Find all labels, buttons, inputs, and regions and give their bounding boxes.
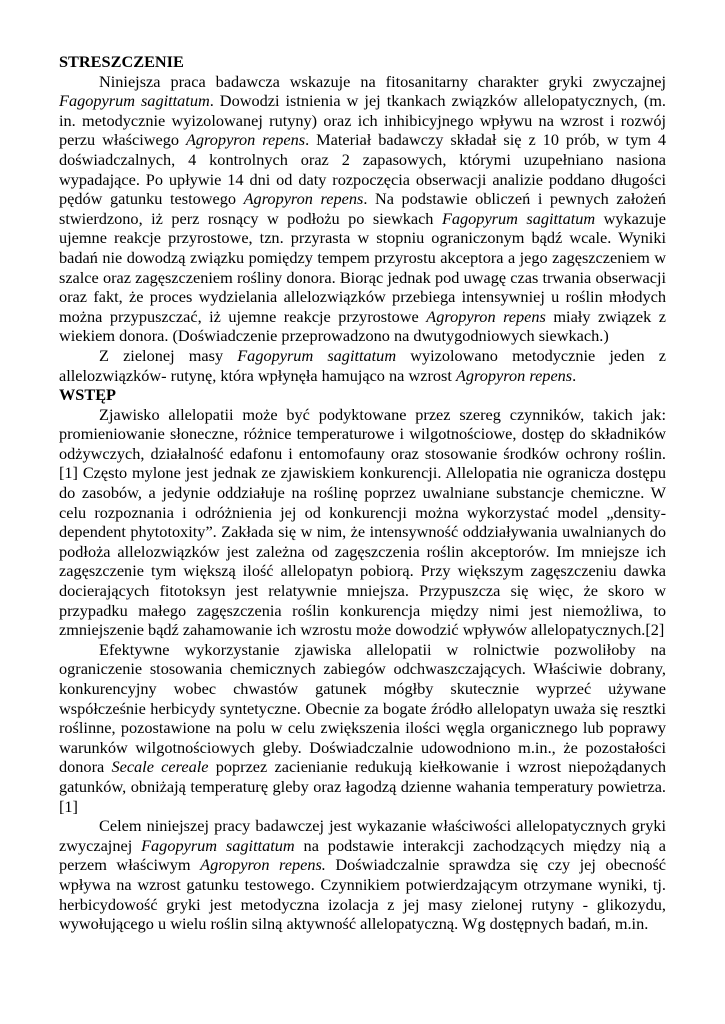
text-run: na podstawie interakcji zachodzących między nią a perzem właściwym xyxy=(59,835,666,875)
text-run: wykazuje ujemne reakcje przyrostowe, tzn. przyrasta w stopniu ograniczonym bądź wcale. Wyniki badań nie dowodzą związku pomiędzy tempem przyrostu akceptora a jego zagęszczeniem w szalce oraz zagęszczeniem rośliny donora. Biorąc jednak pod uwagę czas trwania obserwacji oraz fakt, że proces wydzielania allelozwiązków przebiega intensywniej u roślin młodych można przypuszczać, iż ujemne reakcje przyrostowe xyxy=(59,208,666,326)
species-name: Secale cereale xyxy=(111,757,209,777)
species-name: Agropyron repens xyxy=(243,189,364,209)
text-run: Z zielonej masy xyxy=(99,345,238,365)
text-run: . Dowodzi istnienia w jej tkankach związków allelopatycznych, (m. in. metodycznie wyizolowanej rutyny) oraz ich inhibicyjnego wpływu na wzrost i rozwój perzu właściwego xyxy=(59,91,666,150)
abstract-paragraph-1 xyxy=(59,72,666,346)
species-name: Fagopyrum sagittatum xyxy=(237,345,397,365)
species-name: Fagopyrum sagittatum xyxy=(59,91,210,111)
species-name: Agropyron repens xyxy=(185,130,306,150)
species-name: Agropyron repens xyxy=(426,306,546,326)
text-run: Niniejsza praca badawcza wskazuje na fitosanitarny charakter gryki zwyczajnej xyxy=(99,71,666,91)
text-run: miały związek z wiekiem donora. (Doświadczenie przeprowadzono na dwutygodniowych siewkach.) xyxy=(59,306,666,346)
text-run: Doświadczalnie sprawdza się czy jej obecność wpływa na wzrost gatunku testowego. Czynnikiem potwierdzającym otrzymane wyniki, tj. herbicydowość gryki jest metodyczna izolacja z jej masy zielonej rutyny - glikozydu, wywołującego u wielu roślin silną aktywność allelopatyczną. Wg dostępnych badań, m.in. xyxy=(59,855,667,934)
text-run: poprzez zacienianie redukują kiełkowanie i wzrost niepożądanych gatunków, obniżają temperaturę gleby oraz łagodzą dzienne wahania temperatury powietrza. [1] xyxy=(59,757,667,816)
intro-paragraph-3 xyxy=(59,816,666,934)
text-run: . Materiał badawczy składał się z 10 prób, w tym 4 doświadczalnych, 4 kontrolnych oraz 2 zapasowych, którymi uzupełniano nasiona wypadające. Po upływie 14 dni od daty rozpoczęcia obserwacji analizie poddano długości pędów gatunku testowego xyxy=(59,130,667,209)
species-name: Agropyron repens xyxy=(455,365,573,385)
text-run: Zjawisko allelopatii może być podyktowane przez szereg czynników, takich jak: promieniowanie słoneczne, różnice temperaturowe i wilgotnościowe, dostęp do składników odżywczych, działalność edafonu i entomofauny oraz stosowanie środków ochrony roślin.[1] Często mylone jest jednak ze zjawiskiem konkurencji. Allelopatia nie ogranicza dostępu do zasobów, a jedynie oddziałuje na roślinę poprzez uwalniane substancje chemiczne. W celu rozpoznania i odróżnienia jej od konkurencji można wykorzystać model „density-dependent phytotoxity”. Zakłada się w nim, że intensywność oddziaływania uwalnianych do podłoża allelozwiązków jest zależna od zagęszczenia roślin akceptorów. Im mniejsze ich zagęszczenie tym większą ilość allelopatyn pobiorą. Przy większym zagęszczeniu dawka docierających fitotoksyn jest relatywnie mniejsza. Przypuszcza się więc, że skoro w przypadku małego zagęszczenia roślin konkurencja między nimi jest niemożliwa, to zmniejszenie bądź zahamowanie ich wzrostu może dowodzić wpływów allelopatycznych.[2] xyxy=(59,404,666,640)
species-name: Fagopyrum sagittatum xyxy=(441,208,596,228)
text-run: Efektywne wykorzystanie zjawiska allelopatii w rolnictwie pozwoliłoby na ograniczenie stosowania chemicznych zabiegów odchwaszczających. Właściwie dobrany, konkurencyjny wobec chwastów gatunek mógłby skutecznie wyprzeć używane współcześnie herbicydy syntetyczne. Obecnie za bogate źródło allelopatyn uważa się resztki roślinne, pozostawione na polu w celu zwiększenia ilości węgla organicznego lub poprawy warunków wilgotnościowych gleby. Doświadczalnie udowodniono m.in., że pozostałości donora xyxy=(59,639,666,777)
abstract-heading: STRESZCZENIE xyxy=(59,52,184,71)
abstract-paragraph-2 xyxy=(59,346,666,385)
species-name: Fagopyrum sagittatum xyxy=(141,835,295,855)
species-name: Agropyron repens. xyxy=(200,855,326,875)
text-run: . xyxy=(572,365,577,385)
text-run: Celem niniejszej pracy badawczej jest wykazanie właściwości allelopatycznych gryki zwyczajnej xyxy=(59,816,666,855)
text-run: wyizolowano metodycznie jeden z allelozwiązków- rutynę, która wpłynęła hamująco na wzrost xyxy=(59,345,666,385)
text-run: . Na podstawie obliczeń i pewnych założeń stwierdzono, iż perz rosnący w podłożu po siewkach xyxy=(59,189,666,228)
intro-paragraph-2 xyxy=(59,640,666,816)
intro-heading: WSTĘP xyxy=(59,385,117,405)
intro-paragraph-1 xyxy=(59,405,666,640)
